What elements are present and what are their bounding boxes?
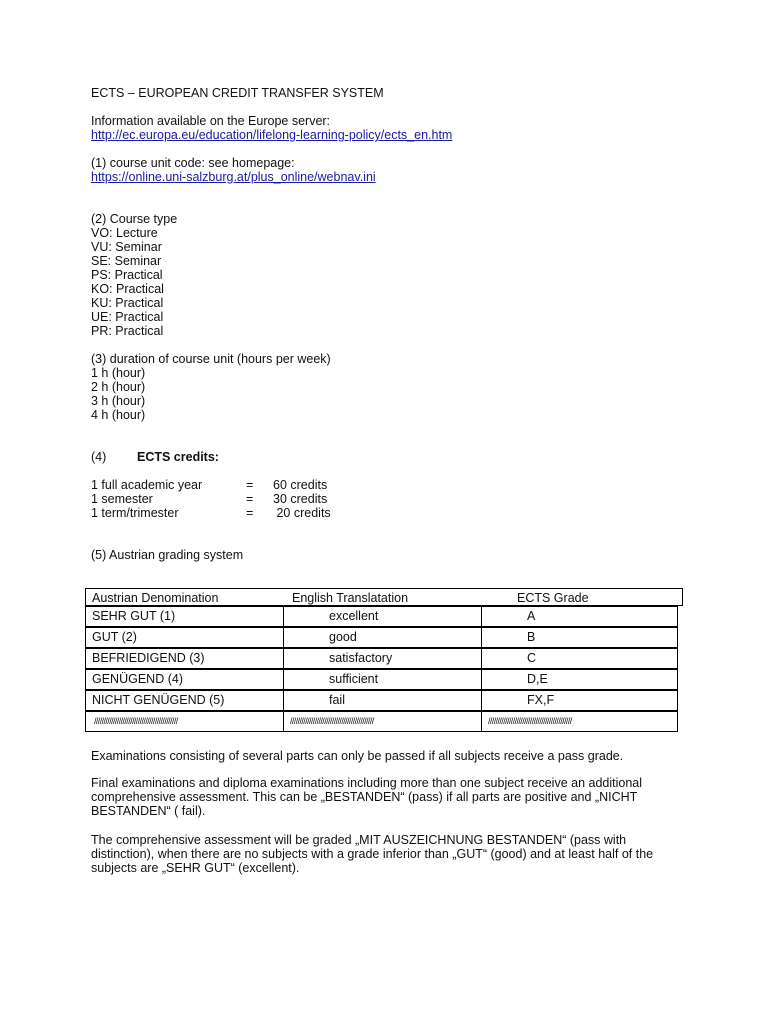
paragraph: Final examinations and diploma examinations including more than one subject receive an additional comprehensive assessment. This can be „BESTANDEN“ (pass) if all parts are positive and „NICHT BESTANDEN“ ( fail). <box>91 776 643 818</box>
duration-item: 3 h (hour) <box>91 394 146 408</box>
grading-table-header <box>85 588 683 606</box>
course-unit-label: (1) course unit code: see homepage: <box>91 156 295 170</box>
duration-item: 1 h (hour) <box>91 366 146 380</box>
course-type-item: VO: Lecture <box>91 226 158 240</box>
equals-sign: = <box>246 492 254 506</box>
credits-period: 1 term/trimester <box>91 506 179 520</box>
grading-heading: (5) Austrian grading system <box>91 548 244 562</box>
table-row <box>85 627 678 648</box>
course-type-item: SE: Seminar <box>91 254 162 268</box>
course-type-item: VU: Seminar <box>91 240 162 254</box>
english-grade: satisfactory <box>329 651 393 665</box>
slash-filler: //////////////////////////////////////////// <box>488 716 572 726</box>
table-row <box>85 711 678 732</box>
document-title: ECTS – EUROPEAN CREDIT TRANSFER SYSTEM <box>91 86 384 100</box>
english-grade: excellent <box>329 609 379 623</box>
equals-sign: = <box>246 478 254 492</box>
equals-sign: = <box>246 506 254 520</box>
table-row <box>85 648 678 669</box>
credits-number: (4) <box>91 450 107 464</box>
duration-item: 4 h (hour) <box>91 408 146 422</box>
credits-heading: ECTS credits: <box>137 450 219 464</box>
course-type-heading: (2) Course type <box>91 212 178 226</box>
credits-period: 1 semester <box>91 492 153 506</box>
homepage-link[interactable]: https://online.uni-salzburg.at/plus_online/webnav.ini <box>91 170 376 184</box>
course-type-item: KO: Practical <box>91 282 164 296</box>
credits-value: 30 credits <box>273 492 328 506</box>
slash-filler: //////////////////////////////////////////// <box>290 716 374 726</box>
duration-item: 2 h (hour) <box>91 380 146 394</box>
info-label: Information available on the Europe server: <box>91 114 331 128</box>
austrian-grade: BEFRIEDIGEND (3) <box>92 651 205 665</box>
slash-filler: //////////////////////////////////////////// <box>94 716 178 726</box>
english-grade: fail <box>329 693 345 707</box>
europa-link[interactable]: http://ec.europa.eu/education/lifelong-learning-policy/ects_en.htm <box>91 128 453 142</box>
credits-period: 1 full academic year <box>91 478 203 492</box>
austrian-grade: GUT (2) <box>92 630 137 644</box>
austrian-grade: NICHT GENÜGEND (5) <box>92 693 225 707</box>
paragraph: Examinations consisting of several parts can only be passed if all subjects receive a pass grade. <box>91 749 624 763</box>
table-row <box>85 669 678 690</box>
ects-grade: FX,F <box>527 693 555 707</box>
course-type-item: PS: Practical <box>91 268 163 282</box>
course-type-item: KU: Practical <box>91 296 164 310</box>
course-type-item: PR: Practical <box>91 324 164 338</box>
column-header: Austrian Denomination <box>92 591 219 605</box>
english-grade: sufficient <box>329 672 379 686</box>
table-row <box>85 690 678 711</box>
ects-grade: D,E <box>527 672 548 686</box>
english-grade: good <box>329 630 357 644</box>
ects-grade: C <box>527 651 537 665</box>
column-header: English Translatation <box>292 591 409 605</box>
credits-value: 20 credits <box>273 506 331 520</box>
austrian-grade: GENÜGEND (4) <box>92 672 183 686</box>
course-type-item: UE: Practical <box>91 310 164 324</box>
austrian-grade: SEHR GUT (1) <box>92 609 176 623</box>
table-row <box>85 606 678 627</box>
credits-value: 60 credits <box>273 478 328 492</box>
column-header: ECTS Grade <box>517 591 589 605</box>
ects-grade: B <box>527 630 536 644</box>
ects-grade: A <box>527 609 536 623</box>
paragraph: The comprehensive assessment will be graded „MIT AUSZEICHNUNG BESTANDEN“ (pass with distinction), when there are no subjects with a grade inferior than „GUT“ (good) and at least half of the subjects are „SEHR GUT“ (excellent). <box>91 833 654 875</box>
duration-heading: (3) duration of course unit (hours per week) <box>91 352 331 366</box>
